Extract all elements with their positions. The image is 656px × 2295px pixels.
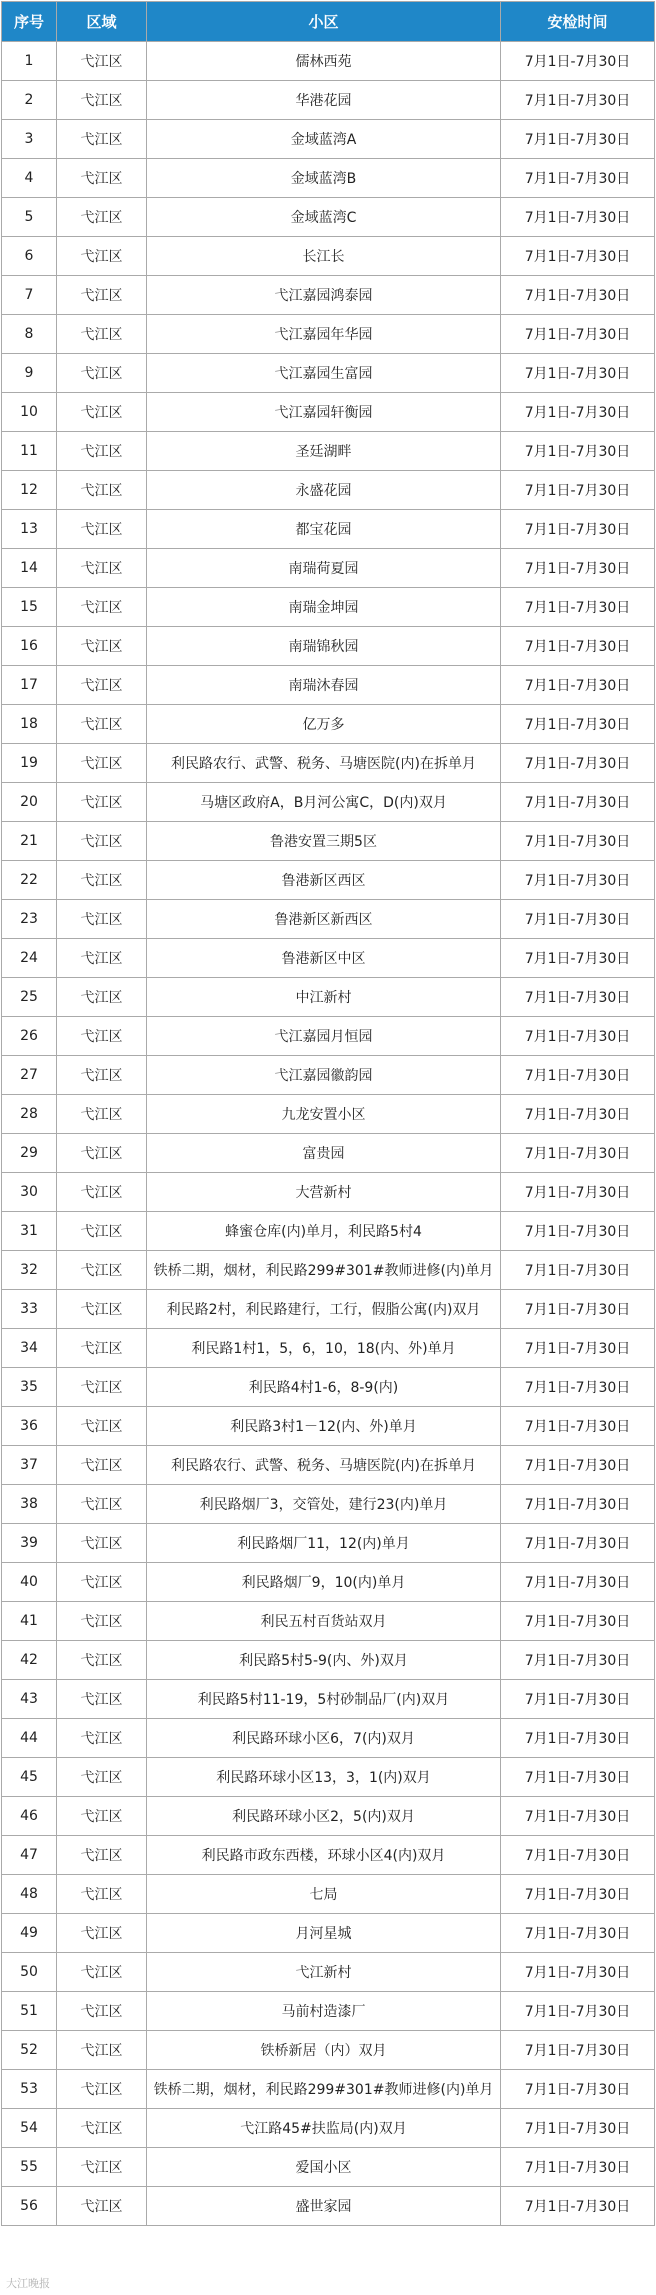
cell-index: 28 (2, 1095, 57, 1134)
cell-name: 利民路烟厂3，交管处，建行23(内)单月 (147, 1485, 501, 1524)
table-row (2, 1641, 655, 1680)
cell-time: 7月1日-7月30日 (501, 666, 655, 705)
cell-name: 弋江嘉园轩衡园 (147, 393, 501, 432)
cell-area: 弋江区 (57, 1368, 147, 1407)
cell-index: 25 (2, 978, 57, 1017)
cell-time: 7月1日-7月30日 (501, 2148, 655, 2187)
cell-index: 11 (2, 432, 57, 471)
header-name: 小区 (147, 2, 501, 42)
table-row (2, 627, 655, 666)
cell-time: 7月1日-7月30日 (501, 900, 655, 939)
cell-index: 36 (2, 1407, 57, 1446)
cell-name: 圣廷湖畔 (147, 432, 501, 471)
cell-time: 7月1日-7月30日 (501, 471, 655, 510)
cell-name: 华港花园 (147, 81, 501, 120)
cell-index: 44 (2, 1719, 57, 1758)
cell-time: 7月1日-7月30日 (501, 783, 655, 822)
cell-time: 7月1日-7月30日 (501, 120, 655, 159)
table-row (2, 2148, 655, 2187)
cell-index: 38 (2, 1485, 57, 1524)
cell-area: 弋江区 (57, 978, 147, 1017)
cell-name: 铁桥二期，烟材，利民路299#301#教师进修(内)单月 (147, 1251, 501, 1290)
cell-time: 7月1日-7月30日 (501, 1875, 655, 1914)
cell-name: 爱国小区 (147, 2148, 501, 2187)
cell-name: 利民五村百货站双月 (147, 1602, 501, 1641)
table-row (2, 705, 655, 744)
cell-index: 55 (2, 2148, 57, 2187)
cell-name: 南瑞沐春园 (147, 666, 501, 705)
cell-index: 15 (2, 588, 57, 627)
cell-time: 7月1日-7月30日 (501, 1797, 655, 1836)
cell-area: 弋江区 (57, 42, 147, 81)
cell-area: 弋江区 (57, 1485, 147, 1524)
cell-index: 41 (2, 1602, 57, 1641)
cell-area: 弋江区 (57, 1290, 147, 1329)
cell-name: 亿万多 (147, 705, 501, 744)
table-row (2, 1602, 655, 1641)
cell-index: 40 (2, 1563, 57, 1602)
cell-time: 7月1日-7月30日 (501, 1173, 655, 1212)
table-row (2, 1056, 655, 1095)
cell-name: 利民路4村1-6，8-9(内) (147, 1368, 501, 1407)
cell-area: 弋江区 (57, 2070, 147, 2109)
table-row (2, 393, 655, 432)
cell-time: 7月1日-7月30日 (501, 1056, 655, 1095)
cell-index: 49 (2, 1914, 57, 1953)
watermark: 大江晚报 (6, 2277, 50, 2290)
cell-time: 7月1日-7月30日 (501, 822, 655, 861)
cell-area: 弋江区 (57, 1407, 147, 1446)
table-row (2, 1134, 655, 1173)
cell-name: 儒林西苑 (147, 42, 501, 81)
cell-name: 长江长 (147, 237, 501, 276)
header-area: 区域 (57, 2, 147, 42)
table-row (2, 1680, 655, 1719)
cell-name: 永盛花园 (147, 471, 501, 510)
cell-area: 弋江区 (57, 861, 147, 900)
cell-time: 7月1日-7月30日 (501, 1290, 655, 1329)
cell-area: 弋江区 (57, 1797, 147, 1836)
cell-time: 7月1日-7月30日 (501, 393, 655, 432)
cell-area: 弋江区 (57, 1758, 147, 1797)
cell-time: 7月1日-7月30日 (501, 1563, 655, 1602)
cell-name: 月河星城 (147, 1914, 501, 1953)
cell-time: 7月1日-7月30日 (501, 2109, 655, 2148)
cell-area: 弋江区 (57, 1173, 147, 1212)
cell-index: 29 (2, 1134, 57, 1173)
cell-name: 利民路烟厂9，10(内)单月 (147, 1563, 501, 1602)
cell-index: 16 (2, 627, 57, 666)
cell-area: 弋江区 (57, 1836, 147, 1875)
cell-index: 3 (2, 120, 57, 159)
cell-time: 7月1日-7月30日 (501, 2187, 655, 2226)
cell-time: 7月1日-7月30日 (501, 1836, 655, 1875)
cell-time: 7月1日-7月30日 (501, 1602, 655, 1641)
cell-index: 27 (2, 1056, 57, 1095)
cell-time: 7月1日-7月30日 (501, 549, 655, 588)
cell-name: 马前村造漆厂 (147, 1992, 501, 2031)
cell-time: 7月1日-7月30日 (501, 1095, 655, 1134)
cell-name: 九龙安置小区 (147, 1095, 501, 1134)
cell-index: 50 (2, 1953, 57, 1992)
cell-index: 2 (2, 81, 57, 120)
table-row (2, 1914, 655, 1953)
table-row (2, 1485, 655, 1524)
cell-index: 31 (2, 1212, 57, 1251)
cell-area: 弋江区 (57, 1212, 147, 1251)
cell-time: 7月1日-7月30日 (501, 1485, 655, 1524)
table-row (2, 1017, 655, 1056)
cell-index: 42 (2, 1641, 57, 1680)
cell-name: 利民路2村，利民路建行，工行，假脂公寓(内)双月 (147, 1290, 501, 1329)
cell-index: 5 (2, 198, 57, 237)
cell-area: 弋江区 (57, 1446, 147, 1485)
cell-area: 弋江区 (57, 822, 147, 861)
cell-name: 利民路环球小区6，7(内)双月 (147, 1719, 501, 1758)
cell-area: 弋江区 (57, 1953, 147, 1992)
cell-name: 弋江新村 (147, 1953, 501, 1992)
table-row (2, 1212, 655, 1251)
cell-time: 7月1日-7月30日 (501, 627, 655, 666)
cell-area: 弋江区 (57, 1875, 147, 1914)
table-row (2, 120, 655, 159)
cell-index: 23 (2, 900, 57, 939)
cell-name: 南瑞金坤园 (147, 588, 501, 627)
cell-index: 18 (2, 705, 57, 744)
table-row (2, 900, 655, 939)
cell-name: 南瑞锦秋园 (147, 627, 501, 666)
cell-index: 1 (2, 42, 57, 81)
cell-name: 金域蓝湾A (147, 120, 501, 159)
table-row (2, 1524, 655, 1563)
cell-area: 弋江区 (57, 2187, 147, 2226)
cell-index: 20 (2, 783, 57, 822)
table-row (2, 1953, 655, 1992)
table-row (2, 276, 655, 315)
cell-name: 铁桥新居（内）双月 (147, 2031, 501, 2070)
table-row (2, 471, 655, 510)
cell-index: 10 (2, 393, 57, 432)
cell-time: 7月1日-7月30日 (501, 1914, 655, 1953)
table-row (2, 237, 655, 276)
cell-name: 利民路3村1－12(内、外)单月 (147, 1407, 501, 1446)
cell-name: 金域蓝湾C (147, 198, 501, 237)
table-row (2, 1836, 655, 1875)
cell-name: 中江新村 (147, 978, 501, 1017)
cell-area: 弋江区 (57, 1719, 147, 1758)
table-row (2, 510, 655, 549)
table-row (2, 1758, 655, 1797)
cell-area: 弋江区 (57, 1914, 147, 1953)
inspection-schedule-table (1, 1, 655, 2226)
cell-time: 7月1日-7月30日 (501, 1641, 655, 1680)
table-row (2, 1797, 655, 1836)
cell-time: 7月1日-7月30日 (501, 1251, 655, 1290)
cell-area: 弋江区 (57, 276, 147, 315)
table-row (2, 1290, 655, 1329)
cell-index: 26 (2, 1017, 57, 1056)
cell-time: 7月1日-7月30日 (501, 42, 655, 81)
table-row (2, 198, 655, 237)
table-row (2, 1719, 655, 1758)
cell-index: 33 (2, 1290, 57, 1329)
cell-index: 54 (2, 2109, 57, 2148)
cell-index: 12 (2, 471, 57, 510)
cell-time: 7月1日-7月30日 (501, 1953, 655, 1992)
table-row (2, 81, 655, 120)
cell-area: 弋江区 (57, 120, 147, 159)
table-row (2, 1329, 655, 1368)
cell-time: 7月1日-7月30日 (501, 2031, 655, 2070)
cell-time: 7月1日-7月30日 (501, 1407, 655, 1446)
table-row (2, 588, 655, 627)
cell-name: 弋江嘉园年华园 (147, 315, 501, 354)
cell-area: 弋江区 (57, 159, 147, 198)
cell-index: 14 (2, 549, 57, 588)
cell-name: 利民路环球小区2，5(内)双月 (147, 1797, 501, 1836)
table-row (2, 1251, 655, 1290)
table-row (2, 1407, 655, 1446)
cell-time: 7月1日-7月30日 (501, 237, 655, 276)
cell-time: 7月1日-7月30日 (501, 159, 655, 198)
cell-area: 弋江区 (57, 198, 147, 237)
cell-time: 7月1日-7月30日 (501, 432, 655, 471)
cell-name: 都宝花园 (147, 510, 501, 549)
table-row (2, 1095, 655, 1134)
cell-area: 弋江区 (57, 1524, 147, 1563)
cell-index: 21 (2, 822, 57, 861)
cell-name: 利民路5村5-9(内、外)双月 (147, 1641, 501, 1680)
cell-time: 7月1日-7月30日 (501, 939, 655, 978)
cell-name: 利民路农行、武警、税务、马塘医院(内)在拆单月 (147, 744, 501, 783)
cell-area: 弋江区 (57, 237, 147, 276)
cell-time: 7月1日-7月30日 (501, 1524, 655, 1563)
cell-index: 46 (2, 1797, 57, 1836)
table-row (2, 42, 655, 81)
cell-area: 弋江区 (57, 783, 147, 822)
cell-time: 7月1日-7月30日 (501, 1680, 655, 1719)
cell-time: 7月1日-7月30日 (501, 861, 655, 900)
cell-time: 7月1日-7月30日 (501, 744, 655, 783)
table-row (2, 159, 655, 198)
cell-time: 7月1日-7月30日 (501, 978, 655, 1017)
cell-index: 17 (2, 666, 57, 705)
table-row (2, 1446, 655, 1485)
cell-name: 鲁港新区中区 (147, 939, 501, 978)
cell-index: 48 (2, 1875, 57, 1914)
cell-area: 弋江区 (57, 81, 147, 120)
cell-name: 利民路环球小区13，3，1(内)双月 (147, 1758, 501, 1797)
cell-name: 鲁港新区新西区 (147, 900, 501, 939)
cell-index: 7 (2, 276, 57, 315)
cell-area: 弋江区 (57, 588, 147, 627)
cell-name: 弋江嘉园鸿泰园 (147, 276, 501, 315)
table-row (2, 549, 655, 588)
cell-index: 24 (2, 939, 57, 978)
cell-time: 7月1日-7月30日 (501, 2070, 655, 2109)
cell-index: 8 (2, 315, 57, 354)
cell-area: 弋江区 (57, 900, 147, 939)
cell-name: 盛世家园 (147, 2187, 501, 2226)
cell-name: 弋江路45#扶监局(内)双月 (147, 2109, 501, 2148)
cell-index: 53 (2, 2070, 57, 2109)
cell-area: 弋江区 (57, 1641, 147, 1680)
cell-index: 35 (2, 1368, 57, 1407)
cell-index: 45 (2, 1758, 57, 1797)
cell-time: 7月1日-7月30日 (501, 276, 655, 315)
cell-area: 弋江区 (57, 744, 147, 783)
cell-index: 43 (2, 1680, 57, 1719)
cell-index: 32 (2, 1251, 57, 1290)
cell-index: 19 (2, 744, 57, 783)
table-row (2, 1992, 655, 2031)
cell-index: 6 (2, 237, 57, 276)
table-body (2, 42, 655, 2226)
table-row (2, 2070, 655, 2109)
cell-index: 9 (2, 354, 57, 393)
cell-area: 弋江区 (57, 1680, 147, 1719)
table-row (2, 783, 655, 822)
table-row (2, 861, 655, 900)
cell-time: 7月1日-7月30日 (501, 705, 655, 744)
table-row (2, 1875, 655, 1914)
cell-time: 7月1日-7月30日 (501, 1017, 655, 1056)
cell-area: 弋江区 (57, 549, 147, 588)
cell-index: 30 (2, 1173, 57, 1212)
cell-time: 7月1日-7月30日 (501, 1329, 655, 1368)
cell-area: 弋江区 (57, 1251, 147, 1290)
cell-name: 弋江嘉园徽韵园 (147, 1056, 501, 1095)
cell-area: 弋江区 (57, 2109, 147, 2148)
cell-name: 铁桥二期，烟材，利民路299#301#教师进修(内)单月 (147, 2070, 501, 2109)
cell-name: 弋江嘉园月恒园 (147, 1017, 501, 1056)
cell-name: 七局 (147, 1875, 501, 1914)
cell-area: 弋江区 (57, 1329, 147, 1368)
cell-time: 7月1日-7月30日 (501, 1134, 655, 1173)
cell-index: 39 (2, 1524, 57, 1563)
cell-name: 利民路5村11-19，5村砂制品厂(内)双月 (147, 1680, 501, 1719)
table-row (2, 2031, 655, 2070)
cell-time: 7月1日-7月30日 (501, 1719, 655, 1758)
cell-time: 7月1日-7月30日 (501, 510, 655, 549)
table-row (2, 1368, 655, 1407)
cell-area: 弋江区 (57, 432, 147, 471)
cell-name: 大营新村 (147, 1173, 501, 1212)
cell-area: 弋江区 (57, 627, 147, 666)
table-row (2, 822, 655, 861)
cell-time: 7月1日-7月30日 (501, 1758, 655, 1797)
table-row (2, 432, 655, 471)
table-row (2, 978, 655, 1017)
cell-area: 弋江区 (57, 315, 147, 354)
table-row (2, 744, 655, 783)
cell-index: 51 (2, 1992, 57, 2031)
header-time: 安检时间 (501, 2, 655, 42)
cell-area: 弋江区 (57, 1563, 147, 1602)
cell-index: 13 (2, 510, 57, 549)
cell-time: 7月1日-7月30日 (501, 315, 655, 354)
cell-time: 7月1日-7月30日 (501, 354, 655, 393)
cell-area: 弋江区 (57, 1095, 147, 1134)
table-row (2, 354, 655, 393)
cell-index: 52 (2, 2031, 57, 2070)
cell-time: 7月1日-7月30日 (501, 81, 655, 120)
cell-area: 弋江区 (57, 666, 147, 705)
cell-area: 弋江区 (57, 939, 147, 978)
cell-index: 37 (2, 1446, 57, 1485)
cell-name: 鲁港安置三期5区 (147, 822, 501, 861)
table-row (2, 2187, 655, 2226)
cell-area: 弋江区 (57, 1056, 147, 1095)
cell-time: 7月1日-7月30日 (501, 198, 655, 237)
cell-name: 利民路烟厂11，12(内)单月 (147, 1524, 501, 1563)
table-row (2, 2109, 655, 2148)
cell-index: 56 (2, 2187, 57, 2226)
table-row (2, 1173, 655, 1212)
cell-area: 弋江区 (57, 2031, 147, 2070)
cell-time: 7月1日-7月30日 (501, 588, 655, 627)
cell-time: 7月1日-7月30日 (501, 1446, 655, 1485)
table-row (2, 315, 655, 354)
cell-area: 弋江区 (57, 471, 147, 510)
cell-name: 利民路1村1，5，6，10，18(内、外)单月 (147, 1329, 501, 1368)
cell-name: 金域蓝湾B (147, 159, 501, 198)
cell-name: 蜂蜜仓库(内)单月，利民路5村4 (147, 1212, 501, 1251)
cell-name: 利民路农行、武警、税务、马塘医院(内)在拆单月 (147, 1446, 501, 1485)
cell-name: 鲁港新区西区 (147, 861, 501, 900)
cell-index: 34 (2, 1329, 57, 1368)
cell-area: 弋江区 (57, 1602, 147, 1641)
cell-name: 马塘区政府A，B月河公寓C，D(内)双月 (147, 783, 501, 822)
cell-area: 弋江区 (57, 1992, 147, 2031)
cell-area: 弋江区 (57, 354, 147, 393)
cell-name: 弋江嘉园生富园 (147, 354, 501, 393)
cell-name: 富贵园 (147, 1134, 501, 1173)
cell-time: 7月1日-7月30日 (501, 1368, 655, 1407)
table-row (2, 939, 655, 978)
table-row (2, 666, 655, 705)
cell-time: 7月1日-7月30日 (501, 1992, 655, 2031)
cell-area: 弋江区 (57, 705, 147, 744)
cell-area: 弋江区 (57, 1017, 147, 1056)
cell-time: 7月1日-7月30日 (501, 1212, 655, 1251)
cell-index: 4 (2, 159, 57, 198)
cell-name: 利民路市政东西楼，环球小区4(内)双月 (147, 1836, 501, 1875)
cell-area: 弋江区 (57, 510, 147, 549)
table-row (2, 1563, 655, 1602)
cell-area: 弋江区 (57, 393, 147, 432)
cell-index: 22 (2, 861, 57, 900)
cell-name: 南瑞荷夏园 (147, 549, 501, 588)
header-index: 序号 (2, 2, 57, 42)
table-header-row (2, 2, 655, 42)
cell-index: 47 (2, 1836, 57, 1875)
cell-area: 弋江区 (57, 1134, 147, 1173)
cell-area: 弋江区 (57, 2148, 147, 2187)
